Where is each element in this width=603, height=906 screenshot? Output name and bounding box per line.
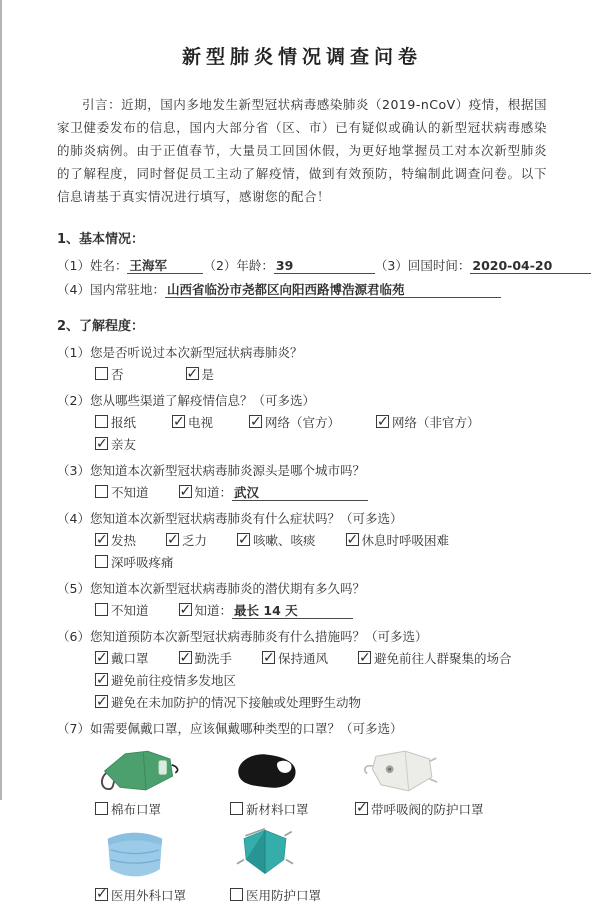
checkbox[interactable]	[358, 651, 371, 664]
question-5-label: （5）您知道本次新型冠状病毒肺炎的潜伏期有多久吗？	[57, 581, 365, 596]
checkbox[interactable]	[95, 802, 108, 815]
option-label: 发热	[111, 533, 137, 548]
option-label: 医用外科口罩	[111, 888, 187, 903]
option-label: 不知道	[111, 485, 149, 500]
blue-surgical-mask-image	[95, 826, 230, 882]
option-label: 医用防护口罩	[246, 888, 322, 903]
option-dont-know[interactable]	[95, 482, 149, 504]
checkbox[interactable]	[355, 802, 368, 815]
residence-input[interactable]: 山西省临汾市尧都区向阳西路博浩源君临苑	[165, 282, 501, 298]
option-label: 勤洗手	[194, 651, 233, 666]
option-no[interactable]	[95, 364, 124, 386]
question-3-options	[57, 482, 547, 504]
question-1-options	[57, 364, 547, 386]
option-deep-breath-pain[interactable]	[95, 552, 174, 574]
mask-label-new-material[interactable]	[230, 800, 355, 820]
checkbox[interactable]	[95, 533, 108, 546]
option-label: 亲友	[111, 437, 137, 452]
question-2-options	[57, 412, 547, 456]
checkbox[interactable]	[95, 695, 108, 708]
checkbox[interactable]	[95, 888, 108, 901]
option-wash-hands[interactable]	[179, 648, 233, 670]
question-7-label: （7）如需要佩戴口罩，应该佩戴哪种类型的口罩？（可多选）	[57, 721, 403, 736]
checkbox[interactable]	[249, 415, 262, 428]
option-label: 棉布口罩	[111, 802, 162, 817]
age-input[interactable]: 39	[274, 258, 375, 274]
option-yes[interactable]	[186, 364, 215, 386]
incubation-period-input[interactable]: 最长 14 天	[232, 603, 353, 619]
checkbox[interactable]	[230, 802, 243, 815]
option-label: 网络（官方）	[265, 415, 341, 430]
return-date-field	[375, 255, 591, 277]
option-wear-mask[interactable]	[95, 648, 149, 670]
option-label: 避免前往人群聚集的场合	[374, 651, 512, 666]
option-label: 报纸	[111, 415, 137, 430]
checkbox[interactable]	[95, 485, 108, 498]
residence-label: （4）国内常驻地：	[57, 282, 165, 297]
checkbox[interactable]	[262, 651, 275, 664]
checkbox[interactable]	[179, 603, 192, 616]
option-internet-unofficial[interactable]	[376, 412, 480, 434]
checkbox[interactable]	[95, 603, 108, 616]
question-6-options-row2	[57, 670, 547, 714]
option-label: 是	[201, 367, 215, 382]
option-label: 电视	[188, 415, 214, 430]
checkbox[interactable]	[95, 673, 108, 686]
teal-protective-mask-image	[230, 826, 370, 882]
option-label: 休息时呼吸困难	[361, 533, 450, 548]
option-label: 避免在未加防护的情况下接触或处理野生动物	[111, 695, 362, 710]
option-tv[interactable]	[172, 412, 213, 434]
option-label: 知道：	[194, 485, 233, 500]
option-label: 不知道	[111, 603, 149, 618]
checkbox[interactable]	[95, 437, 108, 450]
option-cough[interactable]	[237, 530, 316, 552]
checkbox[interactable]	[186, 367, 199, 380]
question-5-options	[57, 600, 547, 622]
checkbox[interactable]	[95, 555, 108, 568]
option-label: 否	[111, 367, 124, 382]
checkbox[interactable]	[95, 415, 108, 428]
option-fever[interactable]	[95, 530, 136, 552]
section-knowledge-heading: 2、了解程度：	[57, 319, 145, 334]
black-new-material-mask-image	[230, 746, 355, 796]
option-label: 知道：	[194, 603, 233, 618]
option-newspaper[interactable]	[95, 412, 136, 434]
mask-option-new-material	[230, 746, 355, 820]
option-label: 乏力	[182, 533, 208, 548]
option-avoid-crowds[interactable]	[358, 648, 512, 670]
checkbox[interactable]	[376, 415, 389, 428]
question-6-options-row1	[57, 648, 547, 670]
option-label: 带呼吸阀的防护口罩	[371, 802, 484, 817]
mask-label-cotton[interactable]	[95, 800, 230, 820]
intro-paragraph: 引言：近期，国内多地发生新型冠状病毒感染肺炎（2019-nCoV）疫情，根据国家卫健委发布的信息，国内大部分省（区、市）已有疑似或确认的新型冠状病毒感染的肺炎病例。由于正值春节，大量员工回国休假，为更好地掌握员工对本次新型肺炎的了解程度，同时督促员工主动了解疫情，做到有效预防，特编制此调查问卷。以下信息请基于真实情况进行填写，感谢您的配合！	[57, 97, 547, 204]
option-label: 避免前往疫情多发地区	[111, 673, 237, 688]
mask-label-valve[interactable]	[355, 800, 545, 820]
question-4-options	[57, 530, 547, 574]
page-title: 新型肺炎情况调查问卷	[181, 46, 422, 68]
checkbox[interactable]	[179, 651, 192, 664]
option-avoid-epidemic-areas[interactable]	[95, 670, 236, 692]
mask-option-surgical	[95, 826, 230, 906]
age-field	[203, 255, 374, 277]
checkbox[interactable]	[95, 367, 108, 380]
mask-label-surgical[interactable]	[95, 886, 230, 906]
checkbox[interactable]	[166, 533, 179, 546]
mask-label-protective[interactable]	[230, 886, 370, 906]
section-basic-heading: 1、基本情况：	[57, 232, 145, 247]
name-input[interactable]: 王海军	[127, 258, 203, 274]
option-label: 咳嗽、咳痰	[253, 533, 316, 548]
checkbox[interactable]	[179, 485, 192, 498]
option-internet-official[interactable]	[249, 412, 340, 434]
mask-option-valve	[355, 746, 545, 820]
option-label: 新材料口罩	[246, 802, 309, 817]
name-field	[57, 255, 203, 277]
checkbox[interactable]	[95, 651, 108, 664]
option-label: 保持通风	[278, 651, 329, 666]
option-friends[interactable]	[95, 434, 136, 456]
checkbox[interactable]	[237, 533, 250, 546]
question-3-label: （3）您知道本次新型冠状病毒肺炎源头是哪个城市吗？	[57, 463, 365, 478]
mask-row-1	[57, 746, 547, 820]
option-avoid-wild-animals[interactable]	[95, 692, 361, 714]
question-1-label: （1）您是否听说过本次新型冠状病毒肺炎？	[57, 345, 303, 360]
white-valve-mask-image	[355, 746, 545, 796]
age-label: （2）年龄：	[203, 258, 274, 273]
residence-field	[57, 279, 547, 301]
basic-fields-row	[57, 255, 553, 277]
checkbox[interactable]	[346, 533, 359, 546]
option-breathing-difficulty[interactable]	[346, 530, 450, 552]
question-4-label: （4）您知道本次新型冠状病毒肺炎有什么症状吗？（可多选）	[57, 511, 403, 526]
name-label: （1）姓名：	[57, 258, 128, 273]
option-label: 戴口罩	[111, 651, 149, 666]
source-city-input[interactable]: 武汉	[232, 485, 368, 501]
checkbox[interactable]	[230, 888, 243, 901]
option-dont-know[interactable]	[95, 600, 149, 622]
mask-option-protective	[230, 826, 370, 906]
option-label: 深呼吸疼痛	[111, 555, 174, 570]
checkbox[interactable]	[172, 415, 185, 428]
mask-option-cotton	[95, 746, 230, 820]
return-date-input[interactable]: 2020-04-20	[470, 258, 591, 274]
question-6-label: （6）您知道预防本次新型冠状病毒肺炎有什么措施吗？（可多选）	[57, 629, 428, 644]
green-cotton-mask-image	[95, 746, 230, 796]
mask-row-2	[57, 826, 547, 906]
option-label: 网络（非官方）	[392, 415, 480, 430]
option-know-period[interactable]	[179, 600, 354, 622]
option-ventilation[interactable]	[262, 648, 328, 670]
option-fatigue[interactable]	[166, 530, 207, 552]
return-date-label: （3）回国时间：	[374, 258, 471, 273]
option-know-city[interactable]	[179, 482, 369, 504]
question-2-label: （2）您从哪些渠道了解疫情信息？（可多选）	[57, 393, 315, 408]
